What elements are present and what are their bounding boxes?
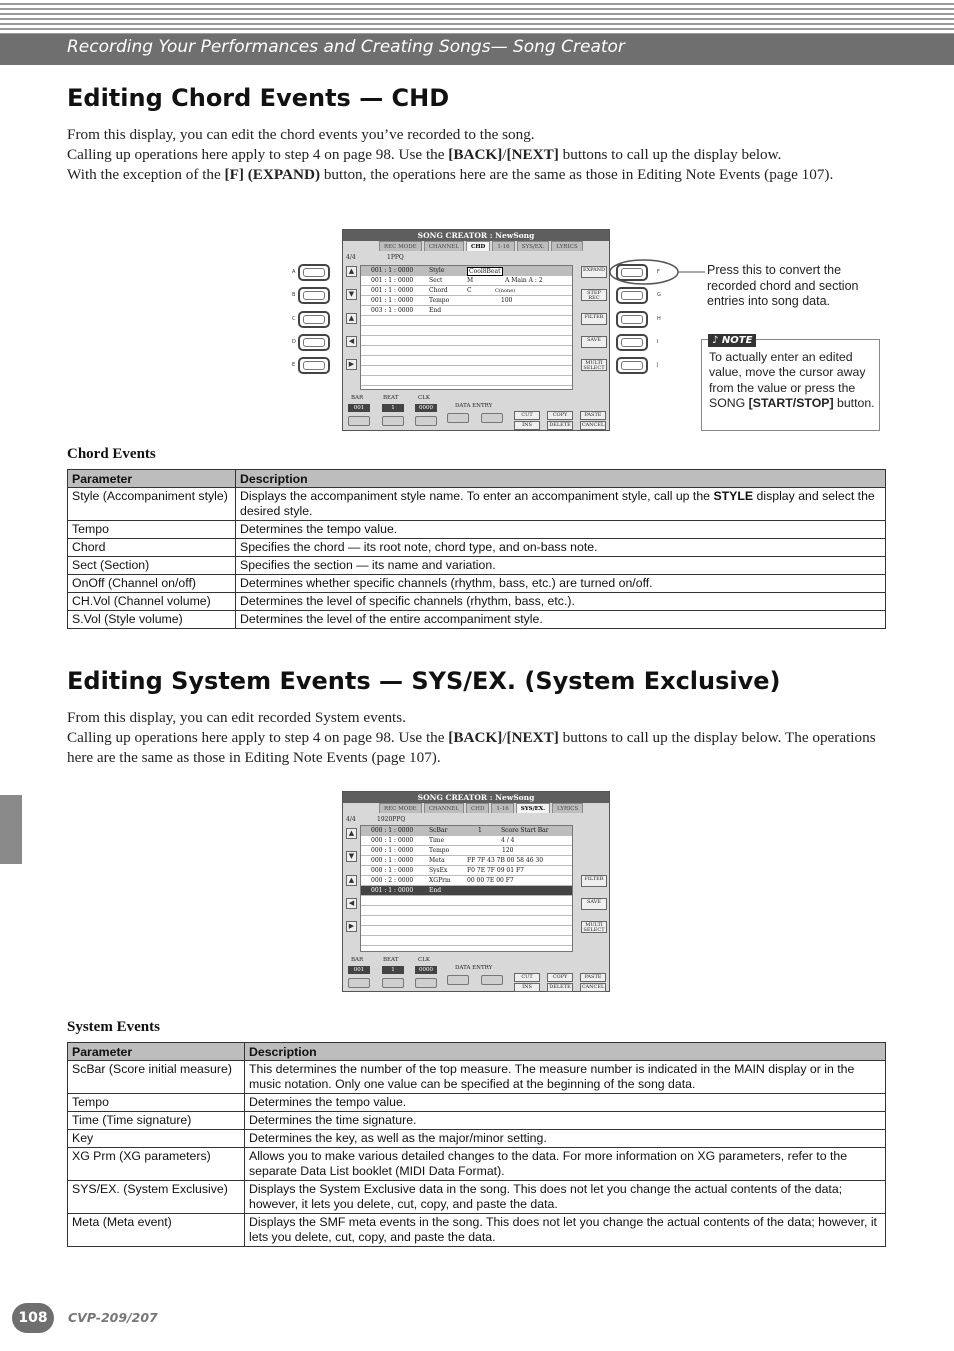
table-header-row	[68, 470, 886, 488]
event-list	[360, 265, 573, 390]
chord-events-table	[67, 469, 886, 629]
table-row: ScBar (Score initial measure) This determines the number of the top measure. The measure number is indicated in the MAIN display or in the music notation. Only one value can be specified at the beginning of the song data.	[68, 1061, 886, 1094]
section-heading-system-events: Editing System Events — SYS/EX. (System Exclusive)	[67, 667, 781, 695]
beat-label: BEAT	[383, 957, 399, 963]
table-row: OnOff (Channel on/off) Determines whether specific channels (rhythm, bass, etc.) are turned on/off.	[68, 575, 886, 593]
event-row[interactable]: 000 : 1 : 0000 SysEx F0 7E 7F 09 01 F7	[361, 866, 572, 876]
beat-knob[interactable]	[382, 416, 404, 426]
table-row: S.Vol (Style volume) Determines the level of the entire accompaniment style.	[68, 611, 886, 629]
table-header-row	[68, 1043, 886, 1061]
event-row[interactable]: 000 : 1 : 0000 Tempo 120	[361, 846, 572, 856]
save-button[interactable]: SAVE	[581, 898, 607, 910]
copy-button[interactable]: COPY	[547, 411, 573, 420]
table-row: Key Determines the key, as well as the major/minor setting.	[68, 1130, 886, 1148]
event-row[interactable]: 001 : 1 : 0000 Sect M A Main A : 2	[361, 276, 572, 286]
empty-row	[361, 906, 572, 916]
table-row: Time (Time signature) Determines the time signature.	[68, 1112, 886, 1130]
filter-button[interactable]: FILTER	[581, 313, 607, 325]
multi-select-button[interactable]: MULTI SELECT	[581, 359, 607, 371]
panel-button-i[interactable]	[616, 334, 648, 351]
ppq-label: 1PPQ	[387, 254, 404, 261]
clk-knob[interactable]	[415, 978, 437, 988]
copy-button[interactable]: COPY	[547, 973, 573, 982]
ins-button[interactable]: INS	[514, 421, 540, 430]
cursor-up-icon[interactable]: ▲	[346, 266, 357, 277]
section1-p1: From this display, you can edit the chord events you’ve recorded to the song.	[67, 126, 535, 143]
note-icon: ♪ NOTE	[708, 334, 756, 347]
section1-p2: Calling up operations here apply to step 4 on page 98. Use the [BACK]/[NEXT] buttons to call up the display below.	[67, 146, 782, 163]
event-row[interactable]: 003 : 1 : 0000 End	[361, 306, 572, 316]
chapter-side-tab	[0, 795, 22, 864]
tab-rec-mode[interactable]: REC MODE	[379, 241, 422, 251]
cursor-down-icon[interactable]: ▼	[346, 289, 357, 300]
panel-button-a[interactable]	[298, 264, 330, 281]
tab-channel[interactable]: CHANNEL	[424, 241, 464, 251]
event-row[interactable]: 000 : 1 : 0000 Meta FF 7F 43 7B 00 58 46 30	[361, 856, 572, 866]
screen-title: SONG CREATOR : NewSong	[343, 792, 609, 803]
model-name: CVP-209/207	[68, 1310, 158, 1325]
bar-value: 001	[348, 966, 370, 974]
meter-label: 4/4	[346, 254, 356, 261]
event-row[interactable]: 001 : 1 : 0000 Style Cool8Beat	[361, 266, 572, 276]
section1-p3: With the exception of the [F] (EXPAND) button, the operations here are the same as those in Editing Note Events (page 107).	[67, 166, 834, 183]
column-header-description: Description	[245, 1043, 886, 1061]
table-row: Tempo Determines the tempo value.	[68, 1094, 886, 1112]
filter-button[interactable]: FILTER	[581, 875, 607, 887]
system-events-table-title: System Events	[67, 1019, 160, 1035]
section2-p2: Calling up operations here apply to step 4 on page 98. Use the [BACK]/[NEXT] buttons to call up the display below. The operations here are the same as those in Editing Note Events (page 107).	[67, 729, 876, 766]
beat-value: 1	[382, 966, 404, 974]
chord-events-table-title: Chord Events	[67, 446, 156, 462]
empty-row	[361, 896, 572, 906]
screen-tabs	[379, 803, 585, 813]
column-header-parameter: Parameter	[68, 1043, 245, 1061]
section-heading-chord-events: Editing Chord Events — CHD	[67, 84, 450, 112]
beat-label: BEAT	[383, 395, 399, 401]
panel-button-d[interactable]	[298, 334, 330, 351]
column-header-description: Description	[236, 470, 886, 488]
empty-row	[361, 336, 572, 346]
column-header-parameter: Parameter	[68, 470, 236, 488]
panel-button-c[interactable]	[298, 311, 330, 328]
paste-button[interactable]: PASTE	[580, 411, 606, 420]
empty-row	[361, 926, 572, 936]
tab-rec-mode[interactable]: REC MODE	[379, 803, 422, 813]
step-rec-button[interactable]: STEP REC	[581, 289, 607, 301]
beat-value: 1	[382, 404, 404, 412]
note-text: To actually enter an edited value, move the cursor away from the value or press the SONG [START/STOP] button.	[709, 350, 875, 410]
empty-row	[361, 356, 572, 366]
ppq-label: 1920PPQ	[377, 816, 406, 823]
panel-button-b[interactable]	[298, 287, 330, 304]
cursor-down-icon[interactable]: ▼	[346, 851, 357, 862]
cursor-up-icon[interactable]: ▲	[346, 828, 357, 839]
meter-label: 4/4	[346, 816, 356, 823]
song-creator-sysex-screen	[342, 791, 610, 992]
panel-button-g[interactable]	[616, 287, 648, 304]
bar-label: BAR	[351, 957, 364, 963]
page-up-icon[interactable]: ▲	[346, 313, 357, 324]
tab-1-16[interactable]: 1-16	[491, 803, 513, 813]
event-row[interactable]: 001 : 1 : 0000 Chord C C(none)	[361, 286, 572, 296]
empty-row	[361, 346, 572, 356]
tab-1-16[interactable]: 1-16	[492, 241, 514, 251]
page-up-icon[interactable]: ▲	[346, 875, 357, 886]
note-box	[701, 335, 880, 431]
cut-button[interactable]: CUT	[514, 411, 540, 420]
page-left-icon[interactable]: ◀	[346, 898, 357, 909]
event-row-selected[interactable]: 001 : 1 : 0000 End	[361, 886, 572, 896]
data-entry-knob-right[interactable]	[481, 975, 503, 985]
screen-title: SONG CREATOR : NewSong	[343, 230, 609, 241]
bar-knob[interactable]	[348, 416, 370, 426]
table-row: Chord Specifies the chord — its root note, chord type, and on-bass note.	[68, 539, 886, 557]
table-row: Meta (Meta event) Displays the SMF meta events in the song. This does not let you change the actual contents of the data; however, it lets you delete, cut, copy, and paste the data.	[68, 1214, 886, 1247]
tab-chd[interactable]: CHD	[466, 803, 489, 813]
delete-button[interactable]: DELETE	[547, 421, 573, 430]
section2-p1: From this display, you can edit recorded System events.	[67, 709, 406, 726]
ins-button[interactable]: INS	[514, 983, 540, 992]
cancel-button[interactable]: CANCEL	[581, 984, 605, 990]
empty-row	[361, 316, 572, 326]
event-row[interactable]: 001 : 1 : 0000 Tempo 100	[361, 296, 572, 306]
running-header-title: Recording Your Performances and Creating Songs— Song Creator	[67, 37, 625, 57]
tab-lyrics[interactable]: LYRICS	[551, 241, 582, 251]
empty-row	[361, 366, 572, 376]
event-list	[360, 825, 573, 952]
empty-row	[361, 936, 572, 946]
table-row: Sect (Section) Specifies the section — its name and variation.	[68, 557, 886, 575]
expand-button[interactable]: EXPAND	[581, 266, 607, 278]
cancel-button[interactable]: CANCEL	[581, 422, 605, 428]
page-number: 108	[12, 1303, 54, 1333]
system-events-table	[67, 1042, 886, 1247]
song-creator-chd-screen	[342, 229, 610, 431]
table-row: Style (Accompaniment style) Displays the accompaniment style name. To enter an accompaniment style, call up the STYLE display and select the desired style.	[68, 488, 886, 521]
data-entry-label: DATA ENTRY	[455, 403, 493, 409]
event-row[interactable]: 000 : 1 : 0000 ScBar 1 Score Start Bar	[361, 826, 572, 836]
tab-channel[interactable]: CHANNEL	[424, 803, 464, 813]
data-entry-label: DATA ENTRY	[455, 965, 493, 971]
screen-tabs	[379, 241, 585, 251]
clk-value: 0000	[415, 966, 437, 974]
bar-label: BAR	[351, 395, 364, 401]
cut-button[interactable]: CUT	[514, 973, 540, 982]
panel-button-j[interactable]	[616, 357, 648, 374]
expand-highlight-callout	[610, 258, 706, 286]
beat-knob[interactable]	[382, 978, 404, 988]
section1-intro	[67, 125, 887, 185]
empty-row	[361, 916, 572, 926]
data-entry-knob-left[interactable]	[447, 975, 469, 985]
section2-intro	[67, 708, 885, 768]
paste-button[interactable]: PASTE	[580, 973, 606, 982]
page-left-icon[interactable]: ◀	[346, 336, 357, 347]
page-right-icon[interactable]: ▶	[346, 359, 357, 370]
tab-lyrics[interactable]: LYRICS	[552, 803, 583, 813]
page-right-icon[interactable]: ▶	[346, 921, 357, 932]
bar-knob[interactable]	[348, 978, 370, 988]
header-rule-lines	[0, 0, 954, 34]
bar-value: 001	[348, 404, 370, 412]
panel-button-e[interactable]	[298, 357, 330, 374]
save-button[interactable]: SAVE	[581, 336, 607, 348]
clk-label: CLK	[418, 957, 430, 963]
event-row[interactable]: 000 : 1 : 0000 Time 4 / 4	[361, 836, 572, 846]
delete-button[interactable]: DELETE	[547, 983, 573, 992]
clk-value: 0000	[415, 404, 437, 412]
data-entry-knob-right[interactable]	[481, 413, 503, 423]
empty-row	[361, 326, 572, 336]
tab-sys-ex[interactable]: SYS/EX.	[517, 241, 550, 251]
tab-chd[interactable]: CHD	[466, 241, 490, 251]
clk-label: CLK	[418, 395, 430, 401]
tab-sys-ex[interactable]: SYS/EX.	[516, 803, 550, 813]
data-entry-knob-left[interactable]	[447, 413, 469, 423]
multi-select-button[interactable]: MULTI SELECT	[581, 921, 607, 933]
table-row: Tempo Determines the tempo value.	[68, 521, 886, 539]
empty-row	[361, 376, 572, 386]
panel-button-h[interactable]	[616, 311, 648, 328]
table-row: CH.Vol (Channel volume) Determines the level of specific channels (rhythm, bass, etc.).	[68, 593, 886, 611]
table-row: XG Prm (XG parameters) Allows you to make various detailed changes to the data. For more information on XG parameters, refer to the separate Data List booklet (MIDI Data Format).	[68, 1148, 886, 1181]
expand-callout-text: Press this to convert the recorded chord and section entries into song data.	[707, 263, 859, 308]
table-row: SYS/EX. (System Exclusive) Displays the System Exclusive data in the song. This does not let you change the actual contents of the data; however, it lets you delete, cut, copy, and paste the data.	[68, 1181, 886, 1214]
event-row[interactable]: 000 : 2 : 0000 XGPrm 00 00 7E 00 F7	[361, 876, 572, 886]
clk-knob[interactable]	[415, 416, 437, 426]
